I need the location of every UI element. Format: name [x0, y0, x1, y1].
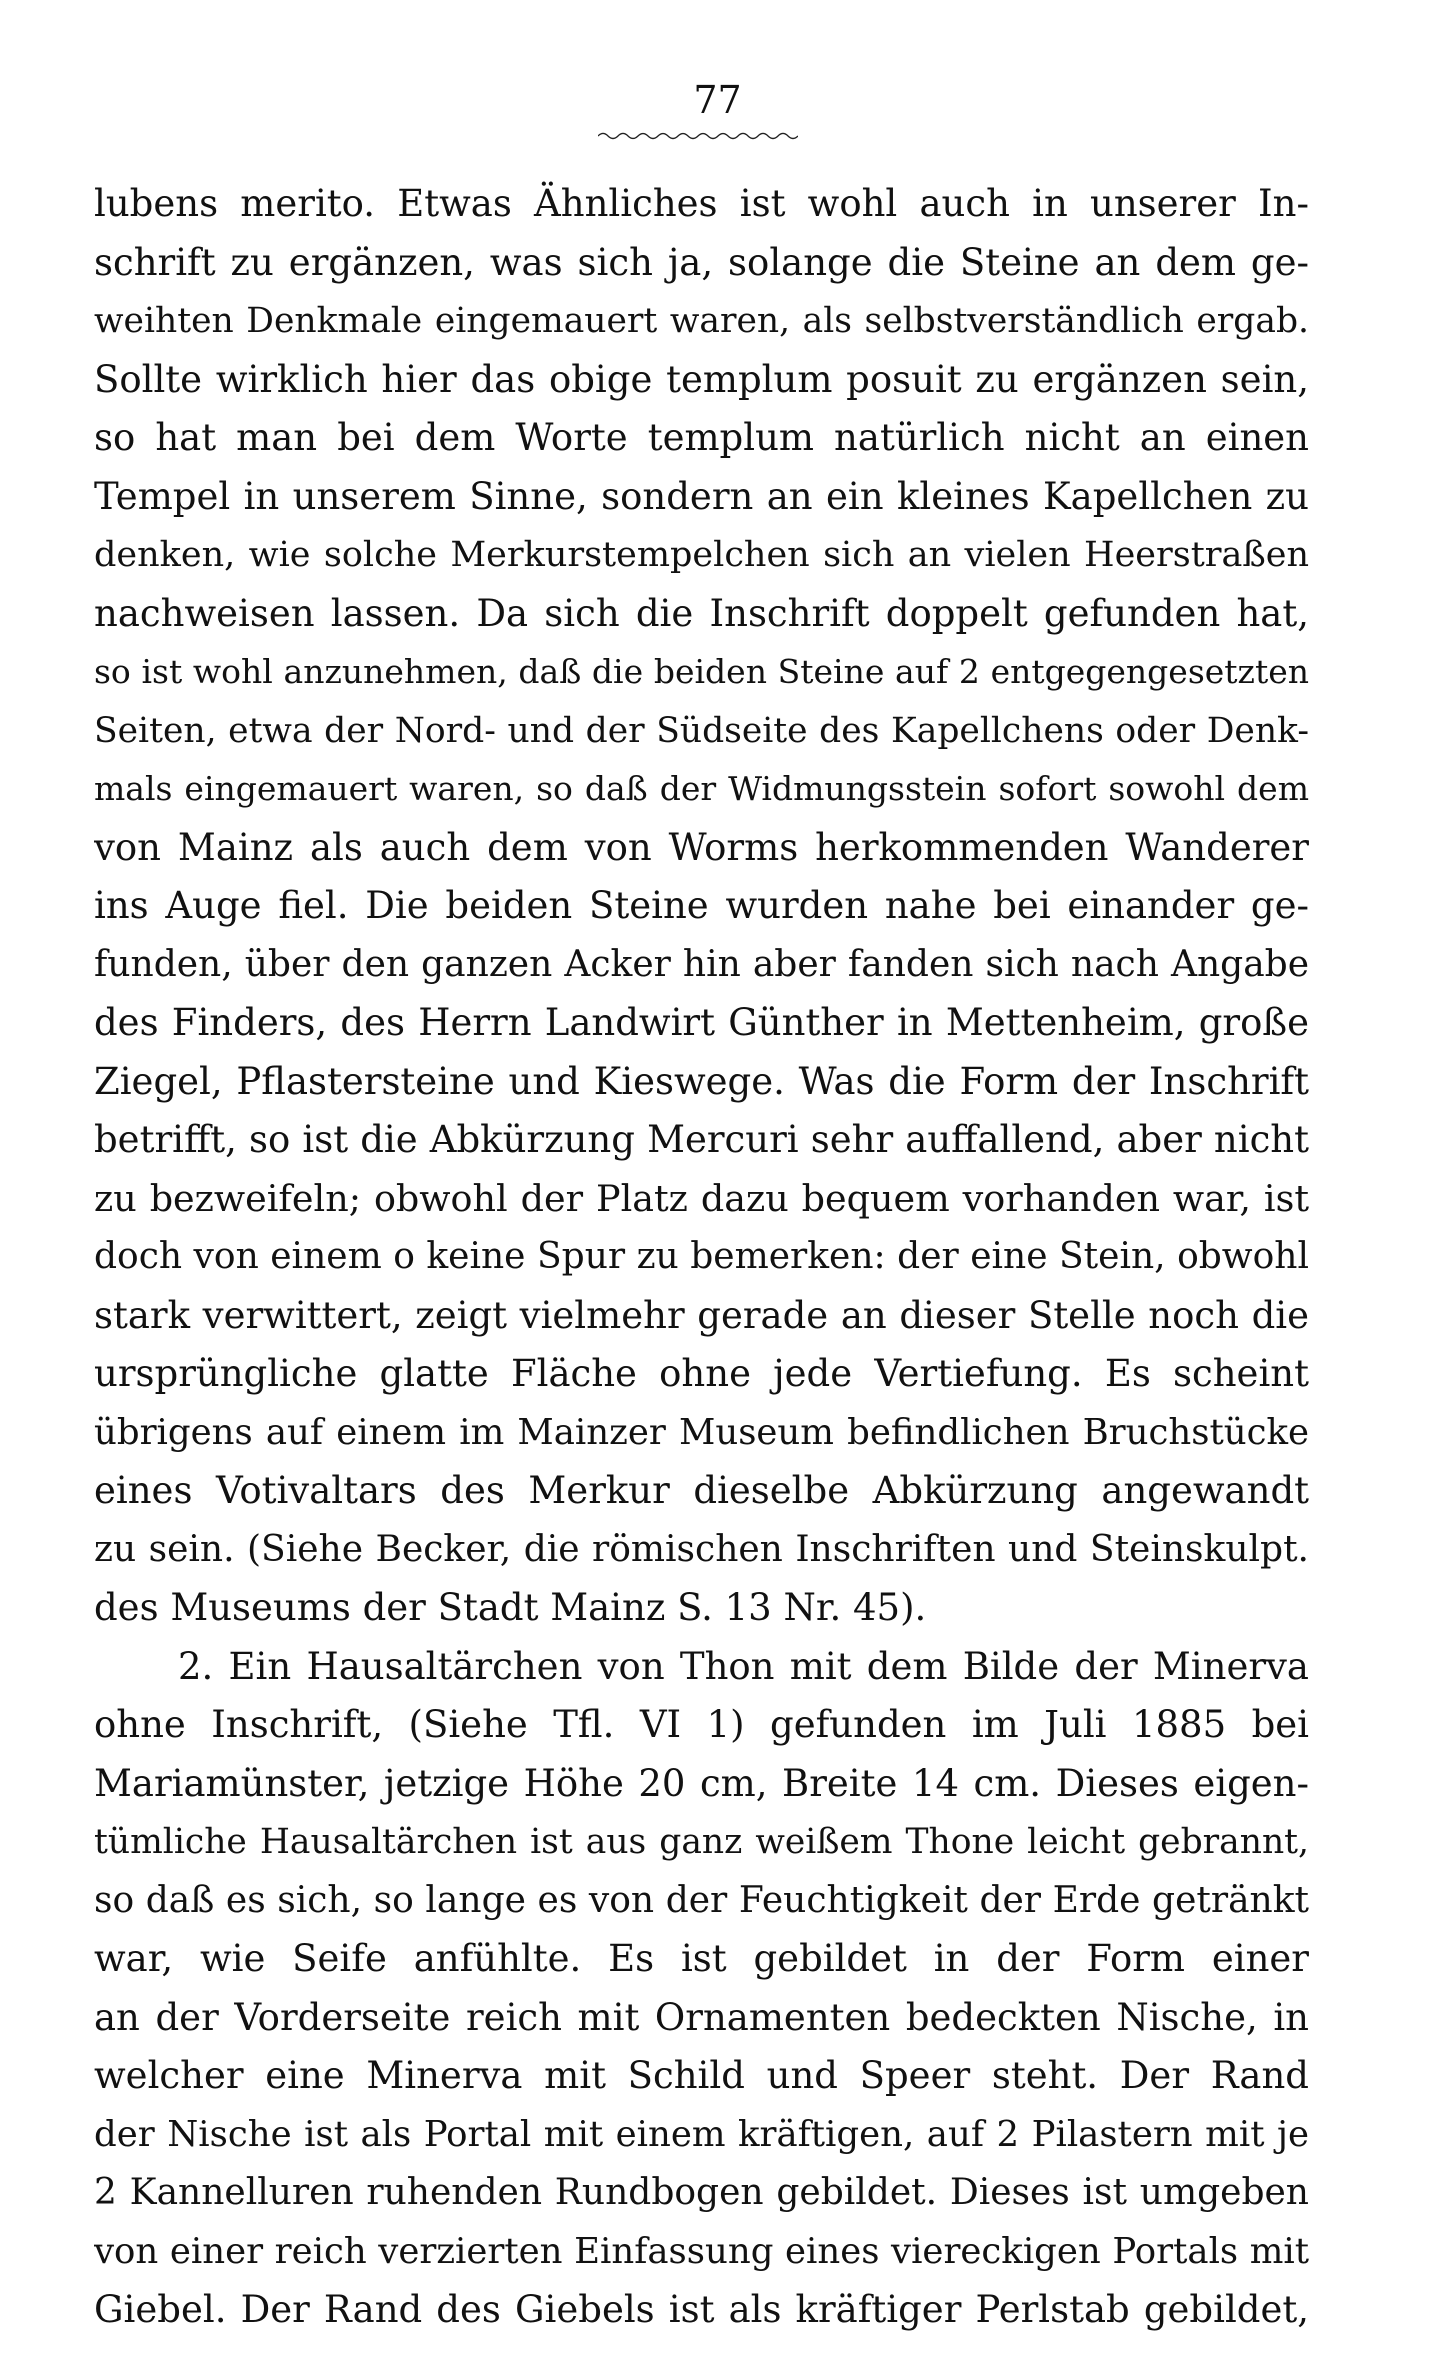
text-line: doch von einem o keine Spur zu bemerken: der eine Stein, obwohl — [94, 1236, 1309, 1277]
text-line: zu sein. (Siehe Becker, die römischen Inschriften und Steinskulpt. — [94, 1528, 1309, 1570]
text-line: 2 Kannelluren ruhenden Rundbogen gebildet. Dieses ist umgeben — [94, 2172, 1309, 2213]
text-line: so ist wohl anzunehmen, daß die beiden Steine auf 2 entgegengesetzten — [94, 652, 1309, 691]
text-line: war, wie Seife anfühlte. Es ist gebildet in der Form einer — [94, 1937, 1309, 1980]
text-line: denken, wie solche Merkurstempelchen sich an vielen Heerstraßen — [94, 535, 1309, 575]
text-line: nachweisen lassen. Da sich die Inschrift doppelt gefunden hat, — [94, 591, 1309, 635]
text-line-paragraph-end: des Museums der Stadt Mainz S. 13 Nr. 45). — [94, 1586, 927, 1629]
text-line: funden, über den ganzen Acker hin aber fanden sich nach Angabe — [94, 943, 1309, 985]
text-line-paragraph-start: 2. Ein Hausaltärchen von Thon mit dem Bilde der Minerva — [178, 1644, 1309, 1688]
text-line: der Nische ist als Portal mit einem kräftigen, auf 2 Pilastern mit je — [94, 2113, 1309, 2155]
text-line: mals eingemauert waren, so daß der Widmungsstein sofort sowohl dem — [94, 769, 1309, 808]
text-line: weihten Denkmale eingemauert waren, als selbstverständlich ergab. — [94, 301, 1309, 341]
text-line: so daß es sich, so lange es von der Feuchtigkeit der Erde getränkt — [94, 1879, 1309, 1921]
text-line: ursprüngliche glatte Fläche ohne jede Vertiefung. Es scheint — [94, 1352, 1309, 1395]
text-line: Ziegel, Pflastersteine und Kieswege. Was die Form der Inschrift — [94, 1059, 1309, 1103]
text-line: Sollte wirklich hier das obige templum posuit zu ergänzen sein, — [94, 357, 1309, 401]
header-ornament-rule — [598, 130, 798, 142]
text-line: Mariamünster, jetzige Höhe 20 cm, Breite 14 cm. Dieses eigen- — [94, 1761, 1309, 1805]
text-line: so hat man bei dem Worte templum natürlich nicht an einen — [94, 416, 1309, 459]
text-line: betrifft, so ist die Abkürzung Mercuri sehr auffallend, aber nicht — [94, 1118, 1309, 1161]
page-number: 77 — [693, 78, 742, 122]
text-line: übrigens auf einem im Mainzer Museum befindlichen Bruchstücke — [94, 1411, 1309, 1453]
text-line: stark verwittert, zeigt vielmehr gerade an dieser Stelle noch die — [94, 1293, 1309, 1337]
text-line: schrift zu ergänzen, was sich ja, solange die Steine an dem ge- — [94, 240, 1309, 284]
text-line: Seiten, etwa der Nord- und der Südseite des Kapellchens oder Denk- — [94, 710, 1309, 751]
text-line: von Mainz als auch dem von Worms herkommenden Wanderer — [94, 825, 1309, 869]
text-line: lubens merito. Etwas Ähnliches ist wohl auch in unserer In- — [94, 182, 1309, 225]
text-line: von einer reich verzierten Einfassung eines viereckigen Portals mit — [94, 2230, 1309, 2272]
text-line: welcher eine Minerva mit Schild und Speer steht. Der Rand — [94, 2054, 1309, 2097]
text-line: eines Votivaltars des Merkur dieselbe Abkürzung angewandt — [94, 1469, 1309, 1512]
body-text — [94, 175, 1309, 2340]
text-line: des Finders, des Herrn Landwirt Günther in Mettenheim, große — [94, 1001, 1309, 1044]
text-line: tümliche Hausaltärchen ist aus ganz weißem Thone leicht gebrannt, — [94, 1822, 1309, 1862]
text-line: an der Vorderseite reich mit Ornamenten bedeckten Nische, in — [94, 1995, 1309, 2039]
text-line: zu bezweifeln; obwohl der Platz dazu bequem vorhanden war, ist — [94, 1176, 1309, 1220]
text-line: ohne Inschrift, (Siehe Tfl. VI 1) gefunden im Juli 1885 bei — [94, 1703, 1309, 1746]
text-line: ins Auge fiel. Die beiden Steine wurden nahe bei einander ge- — [94, 884, 1309, 927]
text-line: Tempel in unserem Sinne, sondern an ein kleines Kapellchen zu — [94, 474, 1309, 518]
text-line: Giebel. Der Rand des Giebels ist als kräftiger Perlstab gebildet, — [94, 2288, 1309, 2331]
